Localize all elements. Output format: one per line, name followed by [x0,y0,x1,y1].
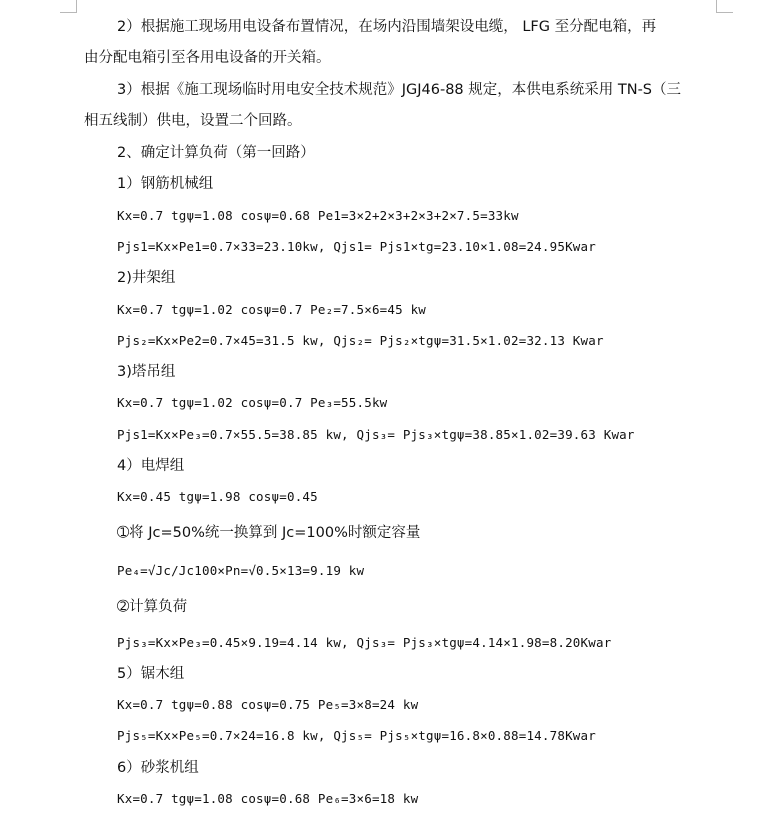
page-corner-mark-right [716,0,733,13]
group-2-calc: Pjs₂=Kx×Pe2=0.7×45=31.5 kw, Qjs₂= Pjs₂×tgψ=31.5×1.02=32.13 Kwar [117,333,604,348]
group-4-heading: 4）电焊组 [117,458,185,474]
group-4-step-1-formula: Pe₄=√Jc/Jc100×Pn=√0.5×13=9.19 kw [117,563,365,578]
group-2-heading: 2)井架组 [117,270,176,286]
group-2-params: Kx=0.7 tgψ=1.02 cosψ=0.7 Pe₂=7.5×6=45 kw [117,302,427,317]
group-4-step-2: ➁计算负荷 [117,599,188,615]
group-6-params: Kx=0.7 tgψ=1.08 cosψ=0.68 Pe₆=3×6=18 kw [117,791,419,806]
paragraph-3-line-2: 相五线制）供电，设置二个回路。 [84,113,302,129]
group-4-step-1: ➀将 Jc=50%统一换算到 Jc=100%时额定容量 [117,525,421,541]
group-6-heading: 6）砂浆机组 [117,760,199,776]
paragraph-2-line-2: 由分配电箱引至各用电设备的开关箱。 [84,50,331,66]
group-3-params: Kx=0.7 tgψ=1.02 cosψ=0.7 Pe₃=55.5kw [117,395,388,410]
paragraph-3-line-1: 3）根据《施工现场临时用电安全技术规范》JGJ46-88 规定，本供电系统采用 TN-S（三 [117,82,682,98]
section-title: 2、确定计算负荷（第一回路） [117,145,315,161]
group-4-calc: Pjs₃=Kx×Pe₃=0.45×9.19=4.14 kw, Qjs₃= Pjs₃×tgψ=4.14×1.98=8.20Kwar [117,635,612,650]
group-1-params: Kx=0.7 tgψ=1.08 cosψ=0.68 Pe1=3×2+2×3+2×3+2×7.5=33kw [117,208,519,223]
group-4-params: Kx=0.45 tgψ=1.98 cosψ=0.45 [117,489,318,504]
paragraph-2-line-1: 2）根据施工现场用电设备布置情况，在场内沿围墙架设电缆， LFG 至分配电箱，再 [117,19,657,35]
group-5-calc: Pjs₅=Kx×Pe₅=0.7×24=16.8 kw, Qjs₅= Pjs₅×tgψ=16.8×0.88=14.78Kwar [117,728,596,743]
page-corner-mark-left [60,0,77,13]
group-3-calc: Pjs1=Kx×Pe₃=0.7×55.5=38.85 kw, Qjs₃= Pjs₃×tgψ=38.85×1.02=39.63 Kwar [117,427,635,442]
group-5-params: Kx=0.7 tgψ=0.88 cosψ=0.75 Pe₅=3×8=24 kw [117,697,419,712]
group-5-heading: 5）锯木组 [117,666,185,682]
group-1-heading: 1）钢筋机械组 [117,176,214,192]
group-3-heading: 3)塔吊组 [117,364,176,380]
group-1-calc: Pjs1=Kx×Pe1=0.7×33=23.10kw, Qjs1= Pjs1×tg=23.10×1.08=24.95Kwar [117,239,596,254]
